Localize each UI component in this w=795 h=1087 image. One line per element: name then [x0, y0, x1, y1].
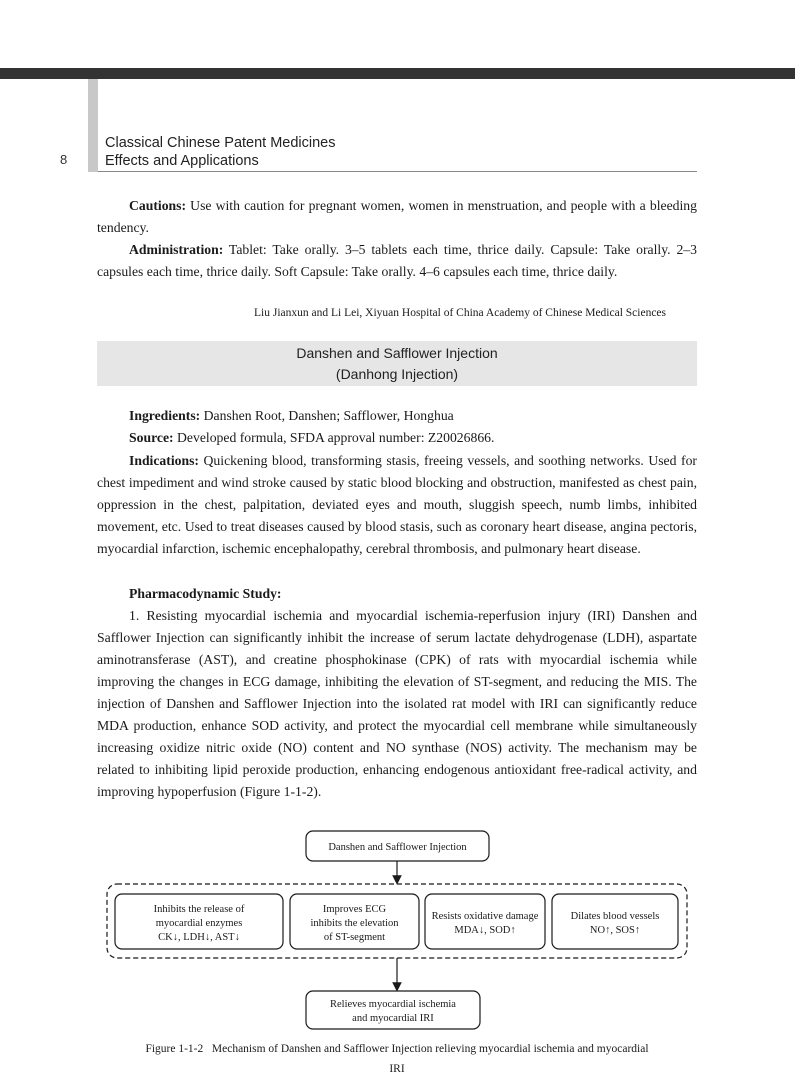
cautions-text: Use with caution for pregnant women, women in menstruation, and people with a bleeding tendency. — [97, 198, 697, 235]
effect-ecg-line2: inhibits the elevation — [310, 918, 399, 929]
ingredients-text: Danshen Root, Danshen; Safflower, Honghua — [200, 408, 454, 423]
effect-vessels-line2: NO↑, SOS↑ — [589, 925, 641, 936]
entry-title: Danshen and Safflower Injection — [296, 345, 498, 361]
effect-ecg-line1: Improves ECG — [322, 904, 387, 915]
effect-oxidative-line1: Resists oxidative damage — [431, 911, 539, 922]
figure-caption — [97, 1039, 697, 1079]
effect-vessels-line1: Dilates blood vessels — [570, 911, 660, 922]
book-title-line2: Effects and Applications — [105, 153, 259, 169]
effect-enzymes-line1: Inhibits the release of — [153, 904, 245, 915]
administration-text: Tablet: Take orally. 3–5 tablets each time, thrice daily. Capsule: Take orally. 2–3 capsules each time, thrice daily. Soft Capsule: Take orally. 4–6 capsules each time, thrice daily. — [97, 242, 697, 279]
book-title-line1: Classical Chinese Patent Medicines — [105, 135, 336, 151]
bottom-node-line1: Relieves myocardial ischemia — [330, 999, 456, 1010]
indications-text: Quickening blood, transforming stasis, freeing vessels, and soothing networks. Used for chest impediment and wind stroke caused by static blood blocking and obstruction, manifested as chest pain, oppression in the chest, palpitation, deviated eyes and mouth, sluggish speech, numb limbs, inhibited movement, etc. Used to treat diseases caused by blood stasis, such as coronary heart disease, angina pectoris, myocardial infarction, ischemic encephalopathy, cerebral thrombosis, and pulmonary heart disease. — [97, 453, 697, 556]
author-line: Liu Jianxun and Li Lei, Xiyuan Hospital of China Academy of Chinese Medical Sciences — [254, 307, 666, 319]
effect-oxidative-line2: MDA↓, SOD↑ — [454, 925, 516, 936]
bottom-node-line2: and myocardial IRI — [352, 1013, 434, 1024]
figure-caption-line1: Figure 1-1-2 Mechanism of Danshen and Safflower Injection relieving myocardial ischemia and myocardial — [145, 1043, 649, 1055]
top-node-label: Danshen and Safflower Injection — [328, 842, 467, 853]
cautions-label: Cautions: — [129, 198, 187, 213]
pharmacodynamic-label: Pharmacodynamic Study: — [129, 586, 282, 601]
indications-label: Indications: — [129, 453, 199, 468]
study-paragraph: 1. Resisting myocardial ischemia and myocardial ischemia-reperfusion injury (IRI) Danshen and Safflower Injection can significantly inhibit the increase of serum lactate dehydrogenase (LDH), aspartate aminotransferase (AST), and creatine phosphokinase (CPK) of rats with myocardial ischemia while improving the changes in ECG damage, inhibiting the elevation of ST-segment, and reducing the MIS. The injection of Danshen and Safflower Injection into the isolated rat model with IRI can significantly reduce MDA production, enhance SOD activity, and protect the myocardial cell membrane while simultaneously increasing oxidize nitric oxide (NO) content and NO synthase (NOS) activity. The mechanism may be related to inhibiting lipid peroxide production, enhancing endogenous antioxidant free-radical activity, and improving hypoperfusion (Figure 1-1-2). — [97, 608, 697, 799]
administration-label: Administration: — [129, 242, 224, 257]
source-text: Developed formula, SFDA approval number: Z20026866. — [173, 430, 495, 445]
effect-ecg-line3: of ST-segment — [323, 932, 386, 943]
page-number: 8 — [60, 152, 68, 167]
entry-subtitle: (Danhong Injection) — [335, 366, 459, 382]
effect-enzymes-line2: myocardial enzymes — [155, 918, 243, 929]
effect-enzymes-line3: CK↓, LDH↓, AST↓ — [158, 932, 240, 943]
figure-caption-line2: IRI — [389, 1063, 405, 1075]
ingredients-label: Ingredients: — [129, 408, 201, 423]
source-label: Source: — [129, 430, 174, 445]
